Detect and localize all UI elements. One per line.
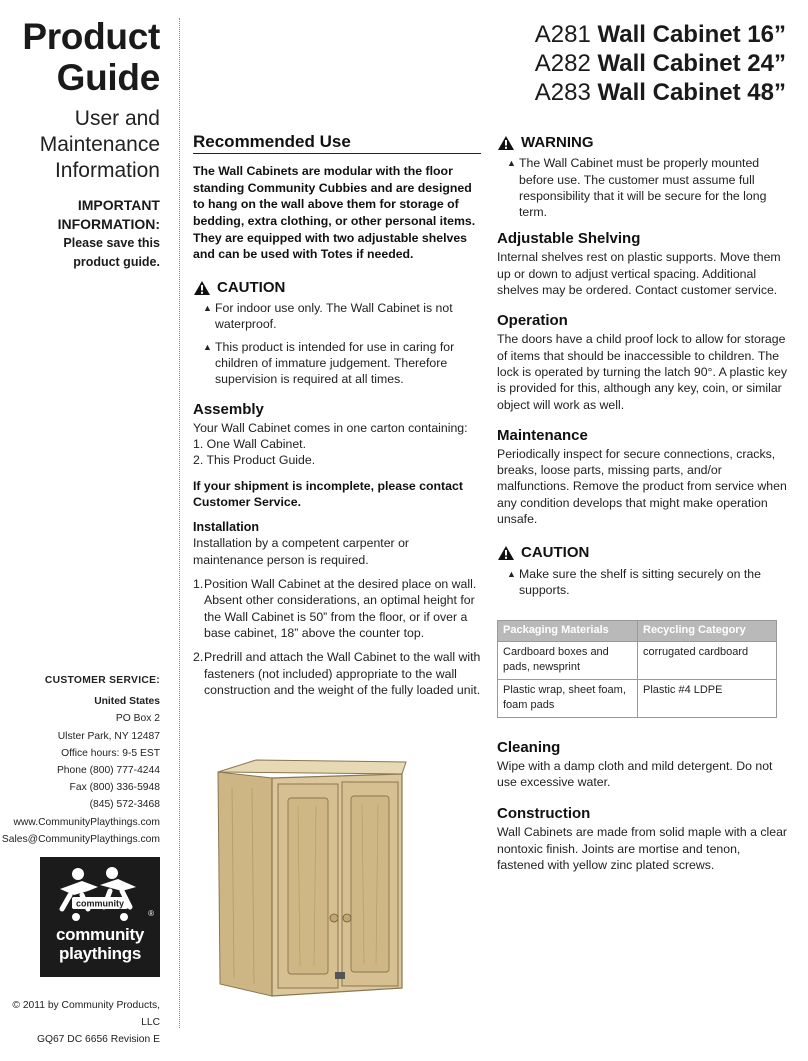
logo-badge-text: community [75,898,125,909]
cleaning-text: Wipe with a damp cloth and mild detergent. Do not use excessive water. [497,758,773,790]
community-playthings-logo [40,857,160,977]
adjustable-shelving-text: Internal shelves rest on plastic supports. Move them up or down to adjust vertical spacing. Additional shelves may be ordered. Contact customer service. [497,250,781,298]
revision-line: GQ67 DC 6656 Revision E [36,1034,160,1045]
product-heading [535,20,786,107]
subtitle-line1: User and [74,107,160,130]
product-name: Wall Cabinet 16” [597,21,786,48]
construction-text: Wall Cabinets are made from solid maple with a clear nontoxic finish. Joints are mortise and tenon, fastened with yellow zinc plated screws. [497,825,788,872]
guide-title-line1: Product [22,16,160,57]
children-playing-icon [52,865,148,923]
caution-title: CAUTION [217,278,286,296]
bullet-triangle-icon: ▲ [203,341,212,352]
operation-text: The doors have a child proof lock to allow for storage of items that should be inaccessible to children. The lock is operated by turning the latch 90°. A plastic key is provided for this, although any key, coin, or similar object will work as well. [497,332,787,412]
important-line1: IMPORTANT [77,197,160,213]
installation-step [193,649,481,698]
important-line4: product guide. [73,255,160,269]
maintenance-title: Maintenance [497,426,588,444]
construction-title: Construction [497,805,591,823]
table-header-row [498,621,777,642]
right-column [497,135,787,873]
caution-heading [193,280,481,296]
bullet-triangle-icon: ▲ [507,158,516,169]
table-cell: Plastic #4 LDPE [638,679,777,717]
cs-email-link[interactable]: Sales@CommunityPlaythings.com [1,833,160,845]
maintenance-text: Periodically inspect for secure connections, cracks, breaks, loose parts, missing parts, and/or malfunctions. Remove the product from service when any condition develops that might make operation unsafe. [497,446,787,527]
operation-title: Operation [497,312,568,330]
cs-address-po: PO Box 2 [115,713,160,725]
wall-cabinet-illustration [212,758,408,998]
step-number: 2. [193,650,204,665]
registered-mark: ® [148,909,154,918]
product-line-3 [535,78,786,107]
caution-item-2 [497,566,787,599]
table-cell: Plastic wrap, sheet foam, foam pads [498,679,638,717]
recycling-table [497,620,777,718]
product-code: A282 [534,50,591,77]
installation-intro: Installation by a competent carpenter or maintenance person is required. [193,536,410,567]
step-number: 1. [193,577,204,592]
cs-phone-alt: (845) 572-3468 [89,799,160,811]
warning-title: WARNING [521,134,594,151]
product-line-1 [535,20,786,49]
recommended-use-text: The Wall Cabinets are modular with the floor standing Community Cubbies and are designed to hang on the wall above them for storage of bedding, extra clothing, or other personal items. They are equipped with two adjustable shelves and can be used with Totes if needed. [193,164,476,262]
assembly-item: 2. This Product Guide. [193,453,316,468]
important-notice [58,196,160,272]
table-header-recycling: Recycling Category [638,621,777,642]
bullet-triangle-icon: ▲ [507,568,516,579]
cs-website-link[interactable]: www.CommunityPlaythings.com [13,816,160,828]
guide-subtitle [40,106,160,184]
cs-office-hours: Office hours: 9-5 EST [61,747,160,759]
important-line2: INFORMATION: [57,216,160,232]
caution-item-text-2: Make sure the shelf is sitting securely on the supports. [519,566,761,597]
installation-title: Installation [193,520,259,535]
adjustable-shelving-title: Adjustable Shelving [497,230,641,248]
warning-item [497,155,787,220]
assembly-item: 1. One Wall Cabinet. [193,436,307,451]
table-cell: Cardboard boxes and pads, newsprint [498,641,638,679]
cs-address-city: Ulster Park, NY 12487 [57,730,160,742]
assembly-title: Assembly [193,400,264,418]
caution-heading-2 [497,545,787,561]
subtitle-line2: Maintenance [39,133,160,156]
left-column [0,0,170,1061]
product-name: Wall Cabinet 24” [597,50,786,77]
step-text: Predrill and attach the Wall Cabinet to the wall with fasteners (not included) appropriate to the wall construction and the weight of the fully loaded unit. [204,650,481,697]
guide-title [22,16,160,98]
step-text: Position Wall Cabinet at the desired place on wall. Absent other considerations, an optimal height for the Wall Cabinet is 50” from the floor, or if over a base cabinet, 18” above the counter top. [204,577,477,640]
table-header-packaging: Packaging Materials [498,621,638,642]
installation-step [193,576,481,641]
table-cell: corrugated cardboard [638,641,777,679]
caution-item-text: This product is intended for use in caring for children of immature judgement. Therefore supervision is required at all times. [215,339,455,387]
footer-copyright [0,997,160,1048]
logo-word-playthings: playthings [58,944,141,963]
customer-service-heading: CUSTOMER SERVICE: [44,675,160,686]
warning-triangle-icon [497,135,515,151]
customer-service-block [2,672,160,848]
cleaning-title: Cleaning [497,738,561,756]
cs-fax: Fax (800) 336-5948 [69,782,160,794]
warning-heading [497,135,787,151]
subtitle-line3: Information [54,159,160,182]
cs-phone: Phone (800) 777-4244 [56,765,160,777]
caution-item [193,300,481,333]
guide-title-line2: Guide [56,57,160,98]
caution-title-2: CAUTION [521,544,590,562]
dotted-divider [179,18,180,1028]
caution-item [193,339,481,388]
copyright-line: © 2011 by Community Products, LLC [12,1000,160,1028]
incomplete-shipment-note: If your shipment is incomplete, please contact Customer Service. [193,478,463,509]
product-code: A281 [534,21,591,48]
warning-item-text: The Wall Cabinet must be properly mounted before use. The customer must assume full responsibility that it will be secure for the long term. [519,156,767,220]
table-row [498,679,777,717]
important-line3: Please save this [63,236,160,250]
product-code: A283 [534,79,591,106]
logo-word-community: community [56,925,144,944]
warning-triangle-icon [193,280,211,296]
customer-service-country: United States [94,696,160,708]
table-row [498,641,777,679]
middle-column [193,134,481,706]
caution-item-text: For indoor use only. The Wall Cabinet is not waterproof. [215,301,453,332]
logo-wordmark [40,925,160,963]
assembly-intro: Your Wall Cabinet comes in one carton containing: [193,420,468,435]
warning-triangle-icon [497,545,515,561]
product-name: Wall Cabinet 48” [597,79,786,106]
bullet-triangle-icon: ▲ [203,303,212,314]
recommended-use-title: Recommended Use [193,134,481,154]
product-line-2 [535,49,786,78]
